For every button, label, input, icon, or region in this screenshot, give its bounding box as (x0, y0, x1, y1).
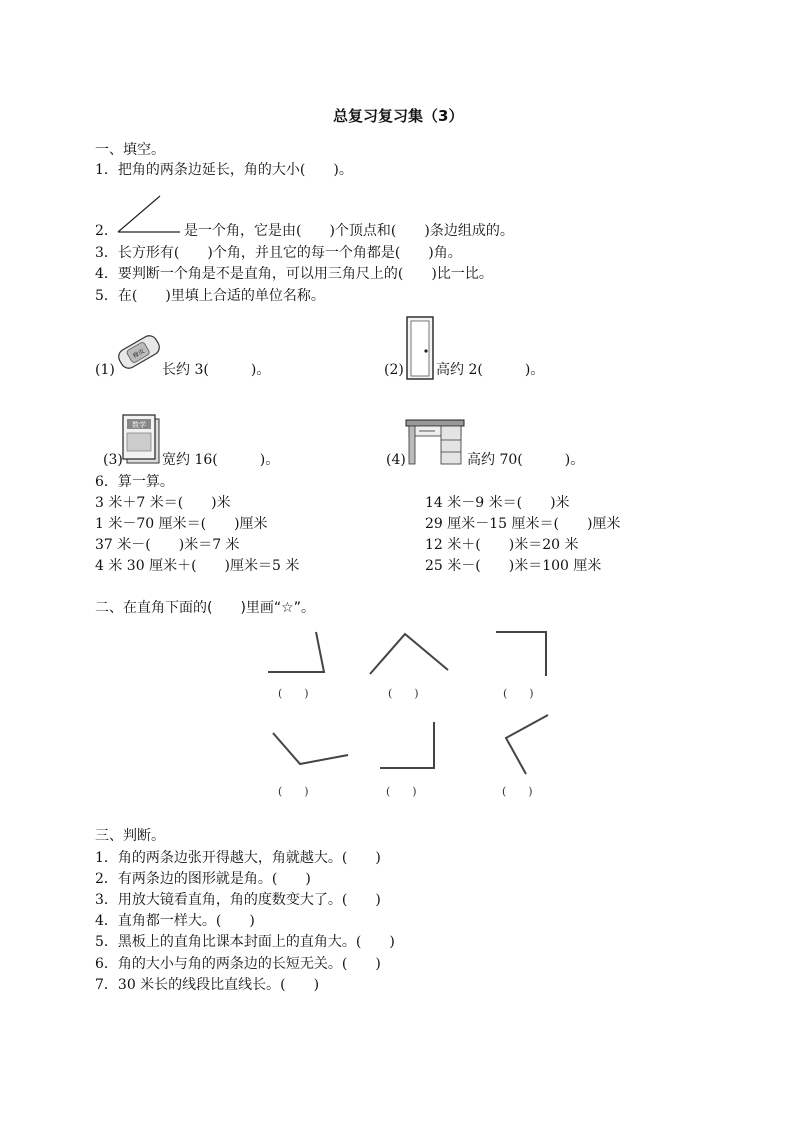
book-icon (121, 413, 161, 465)
svg-text:数学: 数学 (132, 421, 146, 429)
angle-figure-3 (494, 628, 550, 680)
calc-right-3: 12 米＋( )米＝20 米 (425, 537, 579, 553)
judge-item-4: 4．直角都一样大。( ) (95, 913, 255, 929)
question-1: 1．把角的两条边延长，角的大小( )。 (95, 162, 353, 178)
question-6: 6．算一算。 (95, 474, 174, 490)
angle-figure (114, 192, 184, 236)
answer-paren-2: ( ) (388, 687, 419, 700)
eraser-icon (114, 328, 164, 376)
question-4: 4．要判断一个角是不是直角，可以用三角尺上的( )比一比。 (95, 266, 493, 282)
calc-right-2: 29 厘米－15 厘米＝( )厘米 (425, 516, 621, 532)
svg-text:橡皮: 橡皮 (131, 347, 146, 360)
angle-figure-1 (266, 628, 332, 676)
calc-left-1: 3 米＋7 米＝( )米 (95, 495, 231, 511)
judge-item-3: 3．用放大镜看直角，角的度数变大了。( ) (95, 892, 381, 908)
unit-item-1-number: (1) (95, 362, 115, 378)
calc-right-1: 14 米－9 米＝( )米 (425, 495, 570, 511)
calc-left-3: 37 米－( )米＝7 米 (95, 537, 240, 553)
answer-paren-5: ( ) (386, 785, 417, 798)
answer-paren-3: ( ) (503, 687, 534, 700)
desk-icon (405, 418, 465, 466)
section-heading-judge: 三、判断。 (95, 828, 165, 844)
answer-paren-1: ( ) (278, 687, 309, 700)
judge-item-5: 5．黑板上的直角比课本封面上的直角大。( ) (95, 934, 395, 950)
question-3: 3．长方形有( )个角，并且它的每一个角都是( )角。 (95, 245, 462, 261)
angle-figure-6 (502, 712, 552, 778)
judge-item-1: 1．角的两条边张开得越大，角就越大。( ) (95, 850, 381, 866)
judge-item-7: 7．30 米长的线段比直线长。( ) (95, 977, 320, 993)
question-5: 5．在( )里填上合适的单位名称。 (95, 288, 325, 304)
unit-item-1-text: 长约 3( )。 (162, 362, 271, 378)
angle-figure-5 (378, 720, 438, 772)
unit-item-2-number: (2) (384, 362, 404, 378)
answer-paren-4: ( ) (278, 785, 309, 798)
calc-right-4: 25 米－( )米＝100 厘米 (425, 558, 602, 574)
angle-figure-4 (270, 730, 352, 770)
unit-item-4-text: 高约 70( )。 (467, 452, 585, 468)
calc-left-4: 4 米 30 厘米＋( )厘米＝5 米 (95, 558, 300, 574)
question-2-number: 2. (95, 223, 109, 239)
calc-left-2: 1 米－70 厘米＝( )厘米 (95, 516, 268, 532)
section-heading-fill: 一、填空。 (95, 142, 165, 158)
judge-item-6: 6．角的大小与角的两条边的长短无关。( ) (95, 956, 381, 972)
door-icon (406, 316, 434, 380)
unit-item-2-text: 高约 2( )。 (436, 362, 545, 378)
unit-item-3-number: (3) (103, 452, 123, 468)
unit-item-4-number: (4) (386, 452, 406, 468)
answer-paren-6: ( ) (502, 785, 533, 798)
unit-item-3-text: 宽约 16( )。 (162, 452, 280, 468)
page-title: 总复习复习集（3） (333, 107, 464, 125)
section-heading-right-angle: 二、在直角下面的( )里画“☆”。 (95, 600, 315, 616)
question-2-text: 是一个角，它是由( )个顶点和( )条边组成的。 (184, 223, 514, 239)
judge-item-2: 2．有两条边的图形就是角。( ) (95, 871, 311, 887)
angle-figure-2 (368, 630, 452, 678)
